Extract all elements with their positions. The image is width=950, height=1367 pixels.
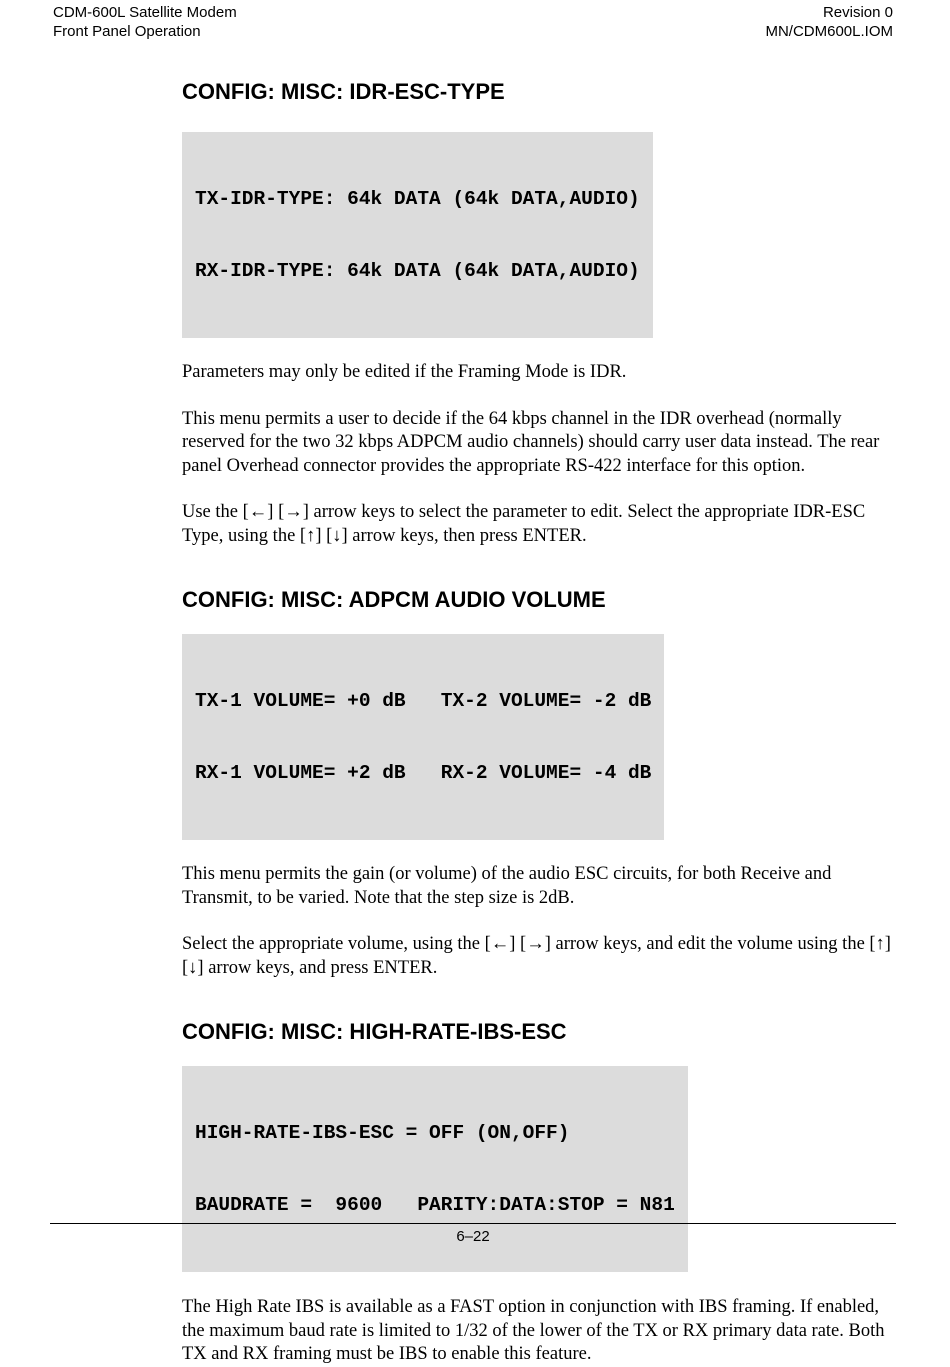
revision-label: Revision 0 — [822, 4, 893, 21]
display-line: HIGH-RATE-IBS-ESC = OFF (ON,OFF) — [195, 1122, 570, 1144]
display-line: RX-IDR-TYPE: 64k DATA (64k DATA,AUDIO) — [195, 260, 640, 282]
page-header-left — [53, 3, 237, 41]
display-line: BAUDRATE = 9600 PARITY:DATA:STOP = N81 — [195, 1194, 675, 1216]
display-line: RX-1 VOLUME= +2 dB RX-2 VOLUME= -4 dB — [195, 762, 652, 784]
page-header-right — [765, 3, 893, 41]
body-paragraph: Use the [←] [→] arrow keys to select the parameter to edit. Select the appropriate IDR-ESC Type, using the [↑] [↓] arrow keys, then press ENTER. — [182, 502, 866, 546]
section-heading: CONFIG: MISC: IDR-ESC-TYPE — [182, 79, 505, 104]
body-paragraph: This menu permits a user to decide if the 64 kbps channel in the IDR overhead (normally reserved for the two 32 kbps ADPCM audio channels) should carry user data instead. The rear panel Overhead connector provides the appropriate RS-422 interface for this option. — [182, 408, 880, 476]
document-title: CDM-600L Satellite Modem — [53, 4, 237, 21]
body-paragraph: This menu permits the gain (or volume) of the audio ESC circuits, for both Receive and Transmit, to be varied. Note that the step size is 2dB. — [182, 864, 832, 908]
body-paragraph: Parameters may only be edited if the Framing Mode is IDR. — [182, 362, 627, 382]
front-panel-display — [182, 132, 653, 338]
document-number: MN/CDM600L.IOM — [765, 23, 893, 40]
body-paragraph: Select the appropriate volume, using the [←] [→] arrow keys, and edit the volume using the [↑] [↓] arrow keys, and press ENTER. — [182, 934, 891, 978]
display-line: TX-1 VOLUME= +0 dB TX-2 VOLUME= -2 dB — [195, 690, 652, 712]
chapter-title: Front Panel Operation — [53, 23, 201, 40]
body-paragraph: The High Rate IBS is available as a FAST option in conjunction with IBS framing. If enabled, the maximum baud rate is limited to 1/32 of the lower of the TX or RX primary data rate. Both TX and RX framing must be IBS to enable this feature. — [182, 1297, 885, 1364]
front-panel-display — [182, 634, 664, 840]
section-heading: CONFIG: MISC: ADPCM AUDIO VOLUME — [182, 587, 606, 612]
display-line: TX-IDR-TYPE: 64k DATA (64k DATA,AUDIO) — [195, 188, 640, 210]
footer-rule — [50, 1223, 896, 1224]
section-heading: CONFIG: MISC: HIGH-RATE-IBS-ESC — [182, 1019, 567, 1044]
page-body — [182, 78, 896, 1367]
page-number: 6–22 — [456, 1228, 490, 1245]
